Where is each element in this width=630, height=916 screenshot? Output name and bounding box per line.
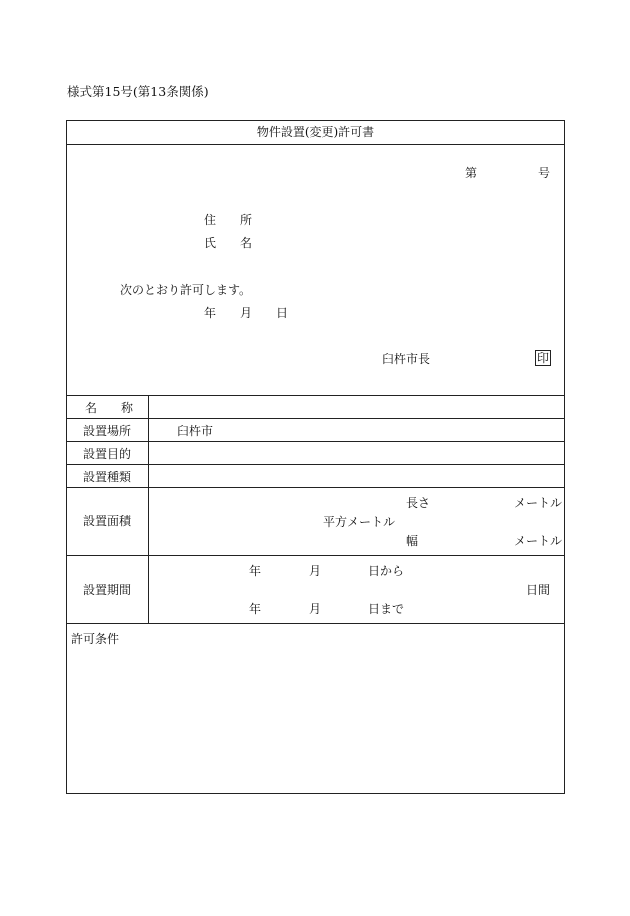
issuer-title: 臼杵市長 [382,352,431,366]
area-width-unit: メートル [514,534,563,548]
number-suffix: 号 [538,166,551,180]
period-to-year: 年 [249,602,262,616]
divider [67,144,564,145]
seal-mark [535,351,551,365]
period-to-day: 日まで [368,602,405,616]
period-from-day: 日から [368,564,405,578]
seal-stamp-icon: 印 [537,351,550,365]
period-from-year: 年 [249,564,262,578]
row-value-location: 臼杵市 [177,424,214,438]
date-day: 日 [276,306,289,320]
period-from-month: 月 [309,564,322,578]
row-label-type: 設置種類 [83,470,132,484]
permit-form-table [66,120,565,794]
divider [67,395,564,396]
row-label-area: 設置面積 [83,514,132,528]
area-width-label: 幅 [406,534,419,548]
divider [67,464,564,465]
permit-statement: 次のとおり許可します。 [120,283,252,297]
divider [67,441,564,442]
divider [67,623,564,624]
area-length-unit: メートル [514,496,563,510]
divider [67,487,564,488]
form-number: 様式第15号(第13条関係) [67,84,209,99]
date-year: 年 [204,306,217,320]
row-label-name: 名 称 [85,401,134,415]
address-label: 住 所 [204,213,253,227]
area-sqm-unit: 平方メートル [323,515,396,529]
number-prefix: 第 [465,166,478,180]
form-title: 物件設置(変更)許可書 [256,125,375,139]
area-length-label: 長さ [406,496,431,510]
name-label: 氏 名 [204,236,253,250]
divider [67,555,564,556]
divider [67,418,564,419]
period-days-unit: 日間 [526,583,551,597]
period-to-month: 月 [309,602,322,616]
row-label-location: 設置場所 [83,424,132,438]
conditions-label: 許可条件 [71,632,120,646]
column-divider [148,395,149,623]
row-label-purpose: 設置目的 [83,447,132,461]
date-month: 月 [240,306,253,320]
row-label-period: 設置期間 [83,583,132,597]
